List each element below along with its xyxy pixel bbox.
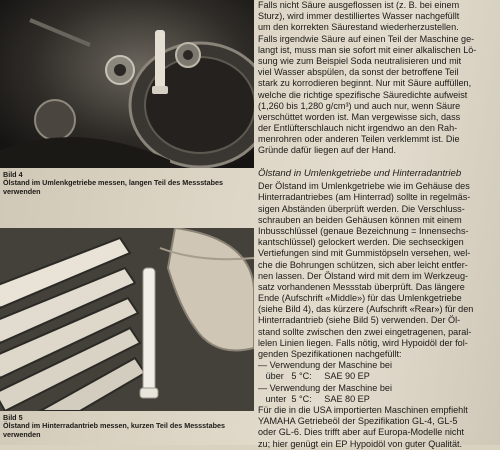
text-line: che die Bohrungen schützen, sich aber leicht entfer- — [258, 259, 468, 270]
spec-value: über 5 °C: SAE 90 EP — [258, 371, 370, 382]
battery-text-column — [258, 0, 500, 157]
text-line: Hinterradantriebes (am Hinterrad) sollte in regelmäs- — [258, 192, 471, 203]
figure-4-label: Bild 4 — [3, 170, 23, 179]
oil-level-section — [258, 168, 500, 450]
text-line: verschüttet worden ist. Man vergewisse sich, dass — [258, 111, 461, 122]
text-line: Ende (Aufschrift «Middle») für das Umlenkgetriebe — [258, 293, 462, 304]
gearbox-photo-illustration — [0, 0, 254, 168]
text-line: Gründe dafür liegen auf der Hand. — [258, 145, 397, 156]
text-line: Falls nicht Säure ausgeflossen ist (z. B. bei einem — [258, 0, 460, 10]
section-heading: Ölstand in Umlenkgetriebe und Hinterradantrieb — [258, 168, 462, 179]
text-line: Der Ölstand im Umlenkgetriebe wie im Gehäuse des — [258, 181, 470, 192]
text-line: (1,260 bis 1,280 g/cm³) und auch nur, wenn Säure — [258, 100, 461, 111]
figure-4-caption-text: Ölstand im Umlenkgetriebe messen, langen Teil des Messstabes verwenden — [3, 178, 223, 196]
text-line: welche die richtige spezifische Säuredichte aufweist — [258, 89, 468, 100]
text-line: YAMAHA Getriebeöl der Spezifikation GL-4, GL-5 — [258, 416, 458, 427]
text-line: sung wie zum Beispiel Soda neutralisieren und mit — [258, 55, 462, 66]
text-line: der Entlüfterschlauch nicht irgendwo an den Rah- — [258, 123, 458, 134]
spec-item: — Verwendung der Maschine bei — [258, 360, 392, 371]
text-line: genden Spezifikationen nachgefüllt: — [258, 349, 402, 359]
figure-4-photo — [0, 0, 254, 168]
figure-5-label: Bild 5 — [3, 413, 23, 422]
text-line: viel Wasser abspülen, da sonst der betroffene Teil — [258, 67, 459, 78]
text-line: satz vorhandenen Messstab überprüft. Das längere — [258, 281, 465, 292]
text-line: sigen Abständen überprüft werden. Die Verschluss- — [258, 203, 465, 214]
text-line: schrauben an beiden Gehäusen können mit einem — [258, 214, 462, 225]
text-line: Für die in die USA importierten Maschinen empfiehlt — [258, 404, 468, 415]
text-line: Vertiefungen sind mit Gummistöpseln versehen, wel- — [258, 248, 471, 259]
text-line: lelen Linien liegen. Falls nötig, wird Hypoidöl der fol- — [258, 337, 468, 348]
text-line: nen lassen. Der Ölstand wird mit dem im Werkzeug- — [258, 270, 469, 281]
text-line: Falls irgendwie Säure auf einen Teil der Maschine ge- — [258, 33, 475, 44]
figure-5-photo — [0, 228, 254, 411]
text-line: Sturz), wird immer destilliertes Wasser nachgefüllt — [258, 11, 460, 22]
text-line: zu; hier genügt ein EP Hypoidöl von guter Qualität. — [258, 438, 463, 449]
text-line: (siehe Bild 4), das kürzere (Aufschrift «Rear») für den — [258, 304, 474, 315]
figure-5-caption-text: Ölstand im Hinterradantrieb messen, kurzen Teil des Messstabes verwenden — [3, 421, 225, 439]
text-line: kantschlüssel) gelockert werden. Die sechseckigen — [258, 237, 464, 248]
rear-drive-photo-illustration — [0, 228, 254, 411]
figure-4-caption — [3, 171, 253, 196]
spec-value: unter 5 °C: SAE 80 EP — [258, 393, 370, 404]
text-line: langt ist, muss man sie sofort mit einer alkalischen Lö- — [258, 44, 477, 55]
text-line: oder GL-6. Dies trifft aber auf Europa-Modelle nicht — [258, 427, 465, 438]
text-line: um den korrekten Säurestand wiederherzustellen. — [258, 22, 459, 33]
spec-item: — Verwendung der Maschine bei — [258, 382, 392, 393]
text-line: Inbusschlüssel (genaue Bezeichnung = Innensechs- — [258, 225, 469, 236]
text-line: menrohren oder anderen Teilen verklemmt ist. Die — [258, 134, 460, 145]
text-line: stark zu korrodieren beginnt. Nur mit Säure auffüllen, — [258, 78, 472, 89]
text-line: Hinterradantrieb (siehe Bild 5) verwenden. Der Öl- — [258, 315, 461, 326]
figure-5-caption — [3, 414, 253, 439]
text-line: stand sollte zwischen den zwei eingetragenen, paral- — [258, 326, 472, 337]
